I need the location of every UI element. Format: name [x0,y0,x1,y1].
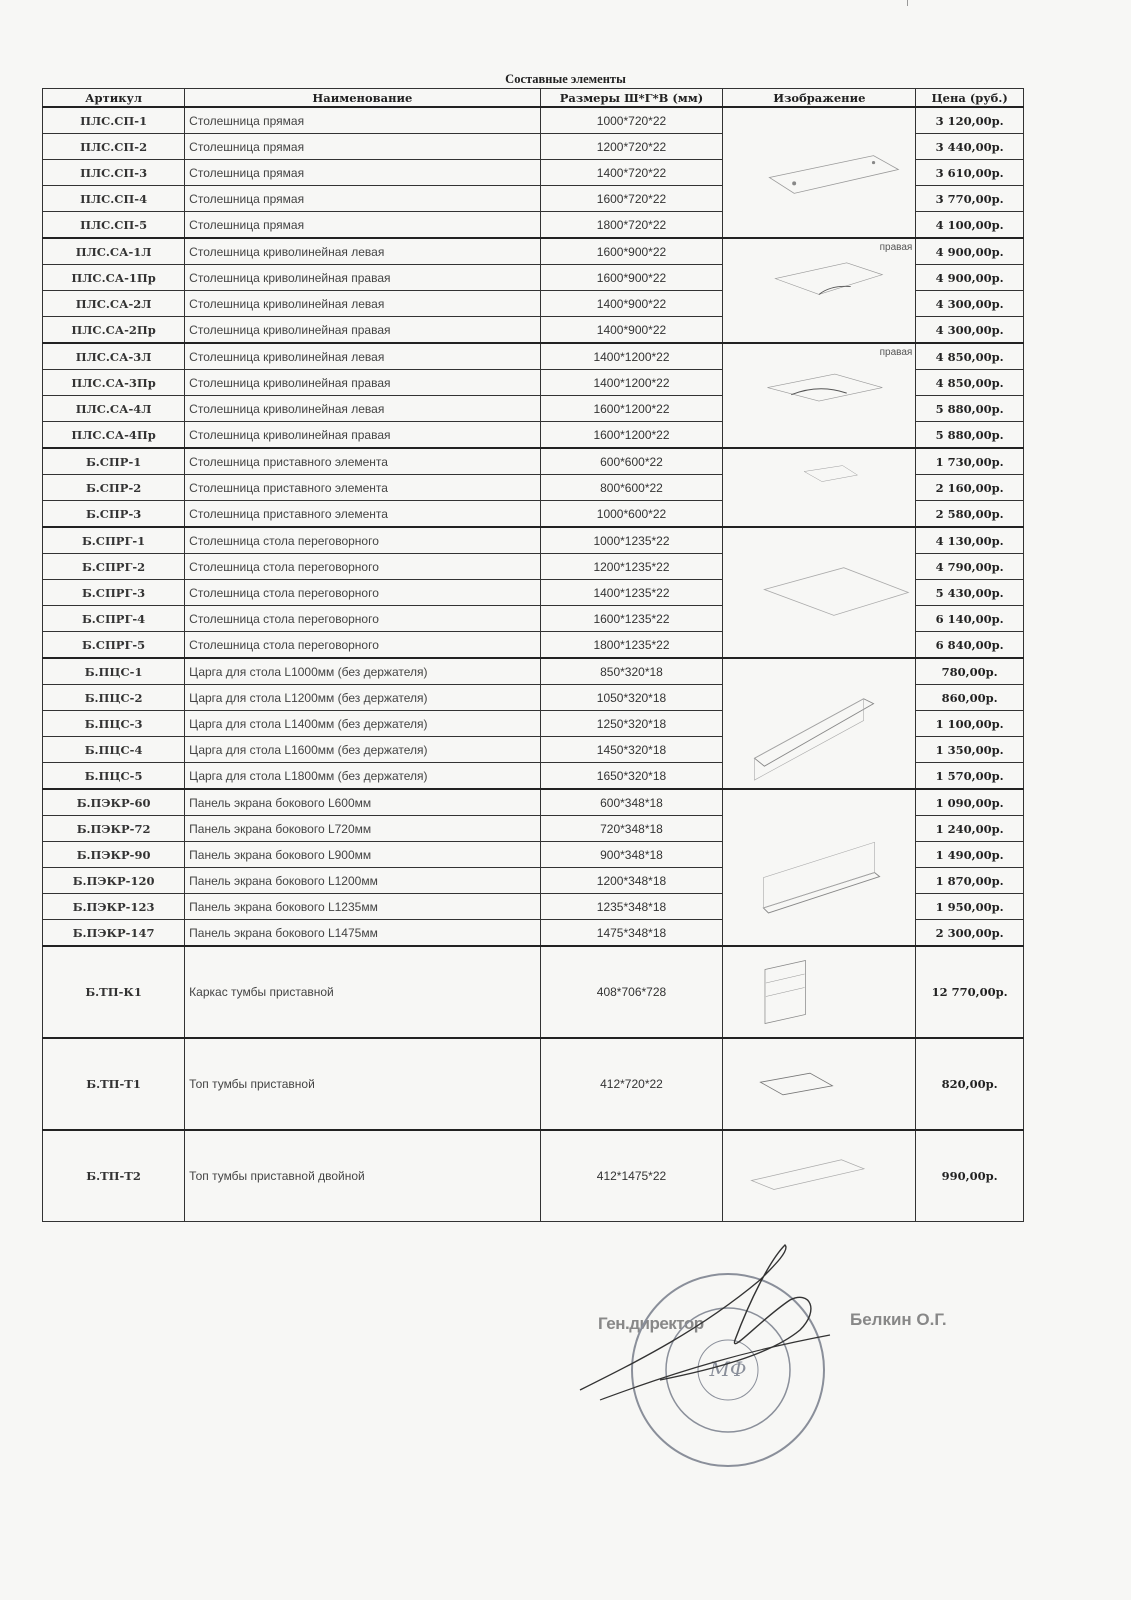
article-code: Б.СПР-3 [43,501,185,528]
item-price: 4 900,00р. [916,265,1024,291]
article-code: Б.ПЭКР-90 [43,842,185,868]
item-size: 408*706*728 [540,946,723,1038]
article-code: ПЛС.СА-1Пр [43,265,185,291]
item-name: Царга для стола L1200мм (без держателя) [185,685,540,711]
item-price: 4 300,00р. [916,291,1024,317]
table-row [43,343,1024,370]
image-cell [723,789,916,946]
article-code: Б.ПЭКР-147 [43,920,185,947]
item-size: 800*600*22 [540,475,723,501]
item-price: 780,00р. [916,658,1024,685]
article-code: Б.ТП-К1 [43,946,185,1038]
item-name: Столешница прямая [185,186,540,212]
item-price: 6 840,00р. [916,632,1024,659]
item-price: 1 240,00р. [916,816,1024,842]
item-size: 1600*900*22 [540,238,723,265]
item-price: 4 900,00р. [916,238,1024,265]
item-name: Столешница прямая [185,160,540,186]
item-name: Столешница прямая [185,212,540,239]
side-label: правая [879,242,913,253]
item-price: 5 880,00р. [916,422,1024,449]
item-size: 1450*320*18 [540,737,723,763]
item-size: 1600*1235*22 [540,606,723,632]
item-size: 412*1475*22 [540,1130,723,1222]
item-name: Столешница стола переговорного [185,527,540,554]
item-name: Столешница криволинейная правая [185,265,540,291]
article-code: Б.ПЦС-4 [43,737,185,763]
article-code: ПЛС.СА-2Л [43,291,185,317]
item-price: 1 100,00р. [916,711,1024,737]
table-row [43,1130,1024,1222]
item-price: 12 770,00р. [916,946,1024,1038]
item-price: 3 120,00р. [916,107,1024,134]
header-image: Изображение [723,89,916,108]
item-name: Топ тумбы приставной [185,1038,540,1130]
item-price: 5 430,00р. [916,580,1024,606]
item-price: 2 580,00р. [916,501,1024,528]
table-row [43,789,1024,816]
price-table-wrapper [42,88,1024,1222]
article-code: ПЛС.СП-3 [43,160,185,186]
item-price: 4 850,00р. [916,343,1024,370]
item-size: 1200*348*18 [540,868,723,894]
item-size: 1400*900*22 [540,317,723,344]
article-code: Б.СПР-2 [43,475,185,501]
item-price: 5 880,00р. [916,396,1024,422]
item-name: Столешница стола переговорного [185,606,540,632]
item-name: Царга для стола L1400мм (без держателя) [185,711,540,737]
image-cell [723,1038,916,1130]
article-code: Б.ПЦС-3 [43,711,185,737]
item-price: 6 140,00р. [916,606,1024,632]
item-size: 1400*1200*22 [540,370,723,396]
image-cell [723,658,916,789]
director-name: Белкин О.Г. [850,1310,947,1329]
item-name: Столешница криволинейная левая [185,291,540,317]
table-body [43,107,1024,1222]
item-price: 1 350,00р. [916,737,1024,763]
item-price: 4 300,00р. [916,317,1024,344]
item-name: Столешница приставного элемента [185,475,540,501]
item-price: 1 730,00р. [916,448,1024,475]
item-size: 1000*720*22 [540,107,723,134]
article-code: ПЛС.СП-4 [43,186,185,212]
price-table [42,88,1024,1222]
item-size: 1600*1200*22 [540,422,723,449]
article-code: ПЛС.СП-2 [43,134,185,160]
page-title: Составные элементы [505,72,626,86]
article-code: ПЛС.СА-2Пр [43,317,185,344]
item-size: 1050*320*18 [540,685,723,711]
article-code: Б.СПРГ-5 [43,632,185,659]
table-row [43,527,1024,554]
item-name: Столешница криволинейная левая [185,238,540,265]
item-price: 860,00р. [916,685,1024,711]
header-code: Артикул [43,89,185,108]
item-size: 1200*720*22 [540,134,723,160]
article-code: Б.ПЦС-5 [43,763,185,790]
item-size: 1600*900*22 [540,265,723,291]
item-price: 4 850,00р. [916,370,1024,396]
image-cell [723,448,916,527]
article-code: Б.СПР-1 [43,448,185,475]
article-code: Б.ТП-Т2 [43,1130,185,1222]
table-row [43,107,1024,134]
item-price: 990,00р. [916,1130,1024,1222]
screen-panel-icon [723,790,915,945]
table-row [43,238,1024,265]
item-price: 1 870,00р. [916,868,1024,894]
signature-scribble [560,1240,840,1410]
image-cell [723,238,916,343]
svg-text:МФ: МФ [709,1357,747,1381]
item-name: Столешница стола переговорного [185,554,540,580]
page-edge-mark [907,0,908,6]
item-name: Столешница приставного элемента [185,501,540,528]
image-cell [723,107,916,238]
item-size: 1400*1200*22 [540,343,723,370]
item-name: Панель экрана бокового L600мм [185,789,540,816]
curved-top-small-icon [723,239,915,342]
item-name: Столешница стола переговорного [185,632,540,659]
curved-top-large-icon [723,344,915,447]
item-size: 1250*320*18 [540,711,723,737]
item-size: 1650*320*18 [540,763,723,790]
header-name: Наименование [185,89,540,108]
item-name: Столешница приставного элемента [185,448,540,475]
article-code: ПЛС.СА-3Пр [43,370,185,396]
pedestal-frame-icon [723,947,915,1037]
item-name: Панель экрана бокового L900мм [185,842,540,868]
image-cell [723,1130,916,1222]
article-code: Б.СПРГ-3 [43,580,185,606]
image-cell [723,343,916,448]
item-price: 1 570,00р. [916,763,1024,790]
item-size: 1400*720*22 [540,160,723,186]
item-name: Столешница криволинейная правая [185,317,540,344]
item-name: Столешница стола переговорного [185,580,540,606]
item-price: 3 770,00р. [916,186,1024,212]
meeting-top-icon [723,528,915,657]
item-name: Столешница прямая [185,134,540,160]
item-size: 850*320*18 [540,658,723,685]
item-size: 600*348*18 [540,789,723,816]
item-size: 1235*348*18 [540,894,723,920]
item-price: 1 090,00р. [916,789,1024,816]
item-name: Столешница прямая [185,107,540,134]
table-header-row [43,89,1024,108]
item-name: Столешница криволинейная правая [185,422,540,449]
article-code: Б.ТП-Т1 [43,1038,185,1130]
straight-top-icon [723,108,915,237]
header-size: Размеры Ш*Г*В (мм) [540,89,723,108]
item-price: 3 610,00р. [916,160,1024,186]
article-code: Б.СПРГ-4 [43,606,185,632]
article-code: ПЛС.СП-5 [43,212,185,239]
item-price: 4 100,00р. [916,212,1024,239]
article-code: ПЛС.СА-3Л [43,343,185,370]
item-size: 1200*1235*22 [540,554,723,580]
article-code: Б.ПЭКР-120 [43,868,185,894]
item-name: Панель экрана бокового L720мм [185,816,540,842]
article-code: Б.ПЭКР-72 [43,816,185,842]
item-price: 1 490,00р. [916,842,1024,868]
article-code: Б.СПРГ-1 [43,527,185,554]
double-pedestal-top-icon [723,1131,915,1221]
item-name: Панель экрана бокового L1200мм [185,868,540,894]
director-title: Ген.директор [598,1314,704,1333]
item-name: Панель экрана бокового L1235мм [185,894,540,920]
item-name: Каркас тумбы приставной [185,946,540,1038]
item-size: 1800*720*22 [540,212,723,239]
image-cell [723,527,916,658]
article-code: ПЛС.СП-1 [43,107,185,134]
item-size: 900*348*18 [540,842,723,868]
item-size: 1600*720*22 [540,186,723,212]
item-name: Царга для стола L1800мм (без держателя) [185,763,540,790]
item-name: Топ тумбы приставной двойной [185,1130,540,1222]
item-name: Царга для стола L1600мм (без держателя) [185,737,540,763]
item-size: 600*600*22 [540,448,723,475]
item-size: 1400*900*22 [540,291,723,317]
table-row [43,448,1024,475]
item-name: Столешница криволинейная левая [185,343,540,370]
item-name: Панель экрана бокового L1475мм [185,920,540,947]
table-row [43,658,1024,685]
article-code: Б.ПЭКР-123 [43,894,185,920]
header-price: Цена (руб.) [916,89,1024,108]
item-price: 2 300,00р. [916,920,1024,947]
pedestal-top-icon [723,1039,915,1129]
article-code: Б.ПЦС-2 [43,685,185,711]
item-name: Царга для стола L1000мм (без держателя) [185,658,540,685]
attachment-top-icon [723,449,915,526]
article-code: Б.ПЦС-1 [43,658,185,685]
table-row [43,1038,1024,1130]
item-size: 720*348*18 [540,816,723,842]
item-price: 1 950,00р. [916,894,1024,920]
item-size: 1000*1235*22 [540,527,723,554]
article-code: ПЛС.СА-1Л [43,238,185,265]
item-price: 2 160,00р. [916,475,1024,501]
article-code: ПЛС.СА-4Л [43,396,185,422]
item-size: 1800*1235*22 [540,632,723,659]
item-name: Столешница криволинейная левая [185,396,540,422]
item-price: 820,00р. [916,1038,1024,1130]
item-price: 4 130,00р. [916,527,1024,554]
side-label: правая [879,347,913,358]
item-size: 1000*600*22 [540,501,723,528]
item-size: 1600*1200*22 [540,396,723,422]
item-name: Столешница криволинейная правая [185,370,540,396]
article-code: Б.ПЭКР-60 [43,789,185,816]
article-code: Б.СПРГ-2 [43,554,185,580]
table-row [43,946,1024,1038]
item-price: 4 790,00р. [916,554,1024,580]
item-size: 1400*1235*22 [540,580,723,606]
item-size: 1475*348*18 [540,920,723,947]
article-code: ПЛС.СА-4Пр [43,422,185,449]
image-cell [723,946,916,1038]
item-size: 412*720*22 [540,1038,723,1130]
item-price: 3 440,00р. [916,134,1024,160]
modesty-panel-icon [723,659,915,788]
